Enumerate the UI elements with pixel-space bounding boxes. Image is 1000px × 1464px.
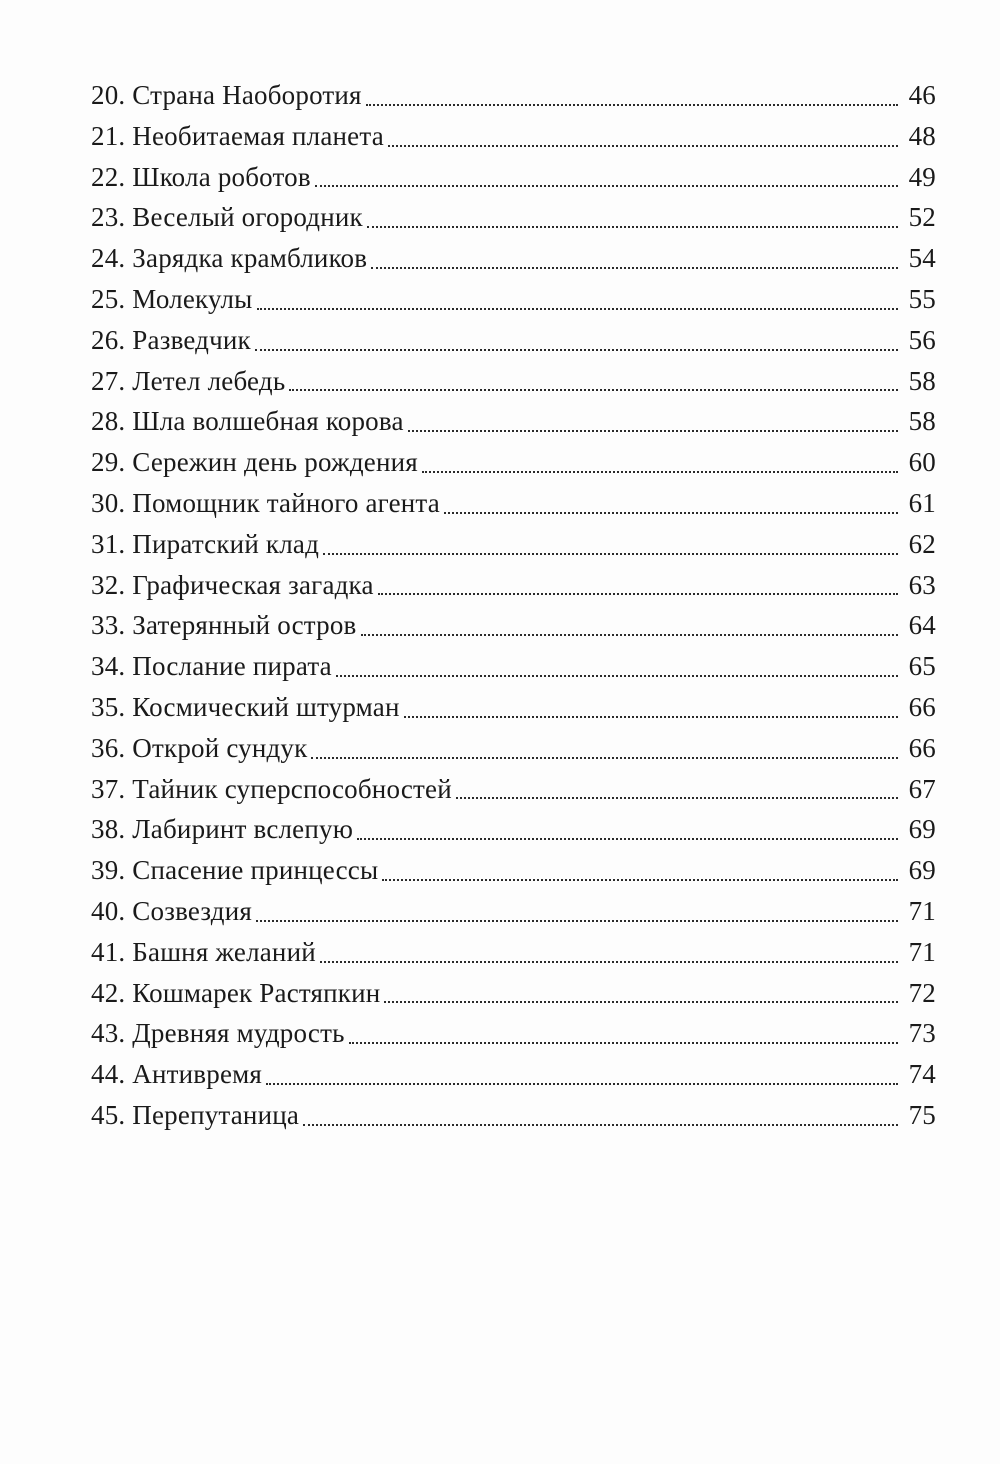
toc-entry-page: 69 <box>908 814 936 845</box>
toc-dot-leader <box>378 593 898 595</box>
toc-entry <box>91 568 936 609</box>
toc-dot-leader <box>382 879 898 881</box>
toc-entry <box>91 690 936 731</box>
toc-entry-page: 52 <box>908 202 936 233</box>
toc-entry-title: 29. Сережин день рождения <box>91 447 418 478</box>
toc-entry-title: 41. Башня желаний <box>91 936 316 967</box>
toc-entry-page: 74 <box>908 1059 936 1090</box>
toc-entry <box>91 894 936 935</box>
toc-entry <box>91 445 936 486</box>
toc-entry-page: 60 <box>908 447 936 478</box>
toc-entry <box>91 812 936 853</box>
toc-entry <box>91 78 936 119</box>
toc-entry-title: 21. Необитаемая планета <box>91 120 384 151</box>
toc-dot-leader <box>361 634 899 636</box>
toc-dot-leader <box>367 226 898 228</box>
toc-entry-page: 69 <box>908 855 936 886</box>
toc-dot-leader <box>349 1042 898 1044</box>
toc-entry-page: 73 <box>908 1018 936 1049</box>
toc-entry-title: 38. Лабиринт вслепую <box>91 814 354 845</box>
toc-entry-page: 66 <box>908 732 936 763</box>
toc-dot-leader <box>257 308 899 310</box>
toc-entry <box>91 160 936 201</box>
toc-entry-page: 75 <box>908 1099 936 1130</box>
toc-dot-leader <box>311 757 898 759</box>
toc-entry <box>91 1057 936 1098</box>
toc-dot-leader <box>444 512 898 514</box>
toc-entry <box>91 853 936 894</box>
toc-entry-title: 42. Кошмарек Растяпкин <box>91 977 381 1008</box>
toc-entry-title: 31. Пиратский клад <box>91 528 320 559</box>
toc-dot-leader <box>289 389 898 391</box>
toc-entry <box>91 486 936 527</box>
toc-entry <box>91 935 936 976</box>
toc-entry-page: 65 <box>908 651 936 682</box>
toc-entry-page: 58 <box>908 406 936 437</box>
toc-dot-leader <box>408 430 898 432</box>
toc-entry <box>91 976 936 1017</box>
toc-entry <box>91 119 936 160</box>
toc-entry-page: 56 <box>908 324 936 355</box>
toc-entry-title: 34. Послание пирата <box>91 651 332 682</box>
toc-entry <box>91 1098 936 1139</box>
toc-entry <box>91 364 936 405</box>
toc-entry-title: 39. Спасение принцессы <box>91 855 379 886</box>
toc-entry-page: 58 <box>908 365 936 396</box>
toc-entry <box>91 404 936 445</box>
toc-entry-page: 66 <box>908 691 936 722</box>
toc-entry-title: 33. Затерянный остров <box>91 610 357 641</box>
toc-entry-page: 49 <box>908 161 936 192</box>
toc-dot-leader <box>366 104 898 106</box>
toc-entry-title: 28. Шла волшебная корова <box>91 406 404 437</box>
toc-entry-title: 45. Перепутаница <box>91 1099 300 1130</box>
toc-dot-leader <box>404 716 898 718</box>
toc-entry-title: 26. Разведчик <box>91 324 251 355</box>
toc-dot-leader <box>384 1001 898 1003</box>
toc-entry-page: 55 <box>908 283 936 314</box>
toc-entry-title: 20. Страна Наоборотия <box>91 80 362 110</box>
toc-dot-leader <box>320 961 898 963</box>
toc-dot-leader <box>456 797 898 799</box>
toc-entry <box>91 241 936 282</box>
toc-entry-title: 23. Веселый огородник <box>91 202 363 233</box>
toc-entry-title: 25. Молекулы <box>91 283 253 314</box>
toc-entry <box>91 200 936 241</box>
toc-entry-title: 40. Созвездия <box>91 895 252 926</box>
toc-entry-title: 36. Открой сундук <box>91 732 308 763</box>
toc-entry <box>91 1016 936 1057</box>
toc-entry-page: 48 <box>908 120 936 151</box>
toc-dot-leader <box>336 675 898 677</box>
toc-entry-title: 43. Древняя мудрость <box>91 1018 345 1049</box>
toc-entry-title: 24. Зарядка крамбликов <box>91 243 368 274</box>
toc-entry-page: 67 <box>908 773 936 804</box>
toc-dot-leader <box>422 471 898 473</box>
toc-entry-title: 37. Тайник суперспособностей <box>91 773 452 804</box>
toc-dot-leader <box>371 267 898 269</box>
toc-dot-leader <box>256 920 898 922</box>
toc-entry-page: 62 <box>908 528 936 559</box>
toc-entry-title: 32. Графическая загадка <box>91 569 374 600</box>
toc-entry <box>91 731 936 772</box>
toc-entry-page: 54 <box>908 243 936 274</box>
toc-entry <box>91 323 936 364</box>
table-of-contents <box>91 78 936 1139</box>
toc-entry-title: 44. Антивремя <box>91 1059 263 1090</box>
toc-entry-title: 27. Летел лебедь <box>91 365 286 396</box>
toc-dot-leader <box>303 1124 898 1126</box>
toc-entry-page: 71 <box>908 936 936 967</box>
toc-dot-leader <box>255 349 898 351</box>
toc-entry-page: 71 <box>908 895 936 926</box>
toc-entry <box>91 608 936 649</box>
toc-entry-page: 63 <box>908 569 936 600</box>
toc-entry-page: 72 <box>908 977 936 1008</box>
toc-dot-leader <box>388 145 898 147</box>
toc-dot-leader <box>266 1083 898 1085</box>
toc-entry-page: 64 <box>908 610 936 641</box>
toc-entry-page: 46 <box>908 80 936 110</box>
toc-entry <box>91 282 936 323</box>
toc-entry-title: 22. Школа роботов <box>91 161 311 192</box>
toc-entry-title: 30. Помощник тайного агента <box>91 487 440 518</box>
toc-entry <box>91 772 936 813</box>
toc-dot-leader <box>323 553 898 555</box>
toc-entry <box>91 649 936 690</box>
toc-dot-leader <box>315 185 898 187</box>
toc-dot-leader <box>357 838 898 840</box>
toc-entry-page: 61 <box>908 487 936 518</box>
toc-entry-title: 35. Космический штурман <box>91 691 400 722</box>
toc-entry <box>91 527 936 568</box>
